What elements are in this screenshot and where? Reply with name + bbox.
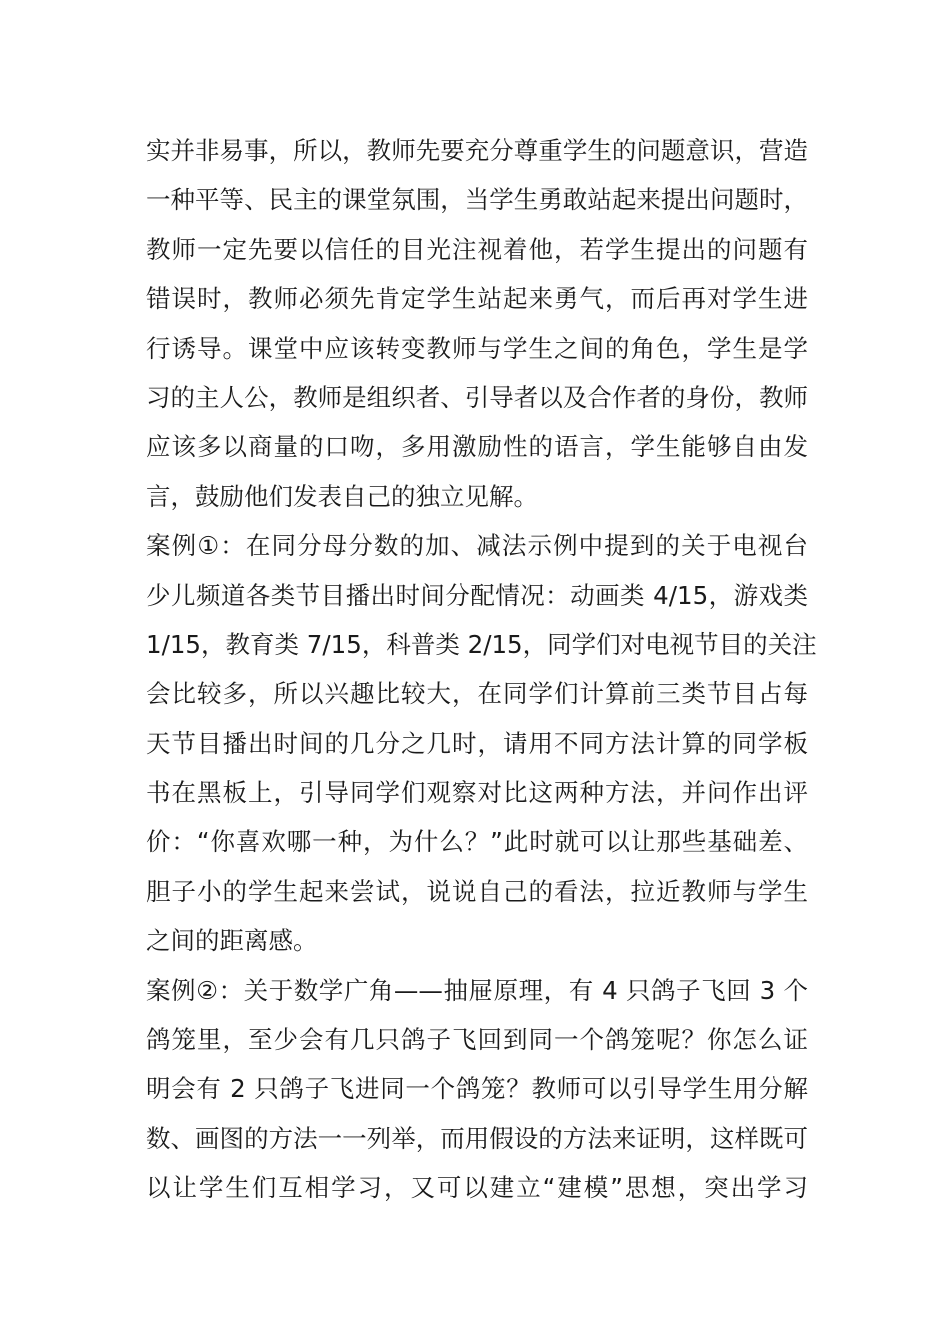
text-line: 鸽笼里，至少会有几只鸽子飞回到同一个鸽笼呢？你怎么证 (146, 1025, 808, 1055)
text-line: 案例②：关于数学广角——抽屉原理，有 4 只鸽子飞回 3 个 (146, 975, 808, 1005)
text-line: 行诱导。课堂中应该转变教师与学生之间的角色，学生是学 (146, 333, 808, 363)
text-line: 价：“你喜欢哪一种，为什么？”此时就可以让那些基础差、 (146, 827, 808, 857)
text-line: 会比较多，所以兴趣比较大，在同学们计算前三类节目占每 (146, 679, 808, 709)
text-line: 实并非易事，所以，教师先要充分尊重学生的问题意识，营造 (146, 136, 808, 165)
body-text (146, 126, 817, 1213)
text-line: 习的主人公，教师是组织者、引导者以及合作者的身份，教师 (146, 382, 808, 412)
text-line: 教师一定先要以信任的目光注视着他，若学生提出的问题有 (146, 234, 808, 264)
text-line: 少儿频道各类节目播出时间分配情况：动画类 4/15，游戏类 (146, 580, 808, 610)
text-line: 1/15，教育类 7/15，科普类 2/15，同学们对电视节目的关注 (146, 629, 817, 659)
text-line: 一种平等、民主的课堂氛围，当学生勇敢站起来提出问题时， (146, 185, 808, 215)
text-line: 书在黑板上，引导同学们观察对比这两种方法，并问作出评 (146, 778, 808, 808)
text-line: 胆子小的学生起来尝试，说说自己的看法，拉近教师与学生 (146, 876, 808, 906)
text-line: 言，鼓励他们发表自己的独立见解。 (146, 481, 538, 511)
text-line: 错误时，教师必须先肯定学生站起来勇气，而后再对学生进 (146, 284, 808, 314)
text-line: 明会有 2 只鸽子飞进同一个鸽笼？教师可以引导学生用分解 (146, 1074, 808, 1104)
text-line: 案例①：在同分母分数的加、减法示例中提到的关于电视台 (146, 531, 808, 561)
text-line: 之间的距离感。 (146, 926, 318, 956)
text-line: 应该多以商量的口吻，多用激励性的语言，学生能够自由发 (146, 432, 808, 462)
text-line: 天节目播出时间的几分之几时，请用不同方法计算的同学板 (146, 728, 808, 758)
text-line: 数、画图的方法一一列举，而用假设的方法来证明，这样既可 (146, 1123, 808, 1153)
text-line: 以让学生们互相学习，又可以建立“建模”思想，突出学习 (146, 1173, 808, 1203)
